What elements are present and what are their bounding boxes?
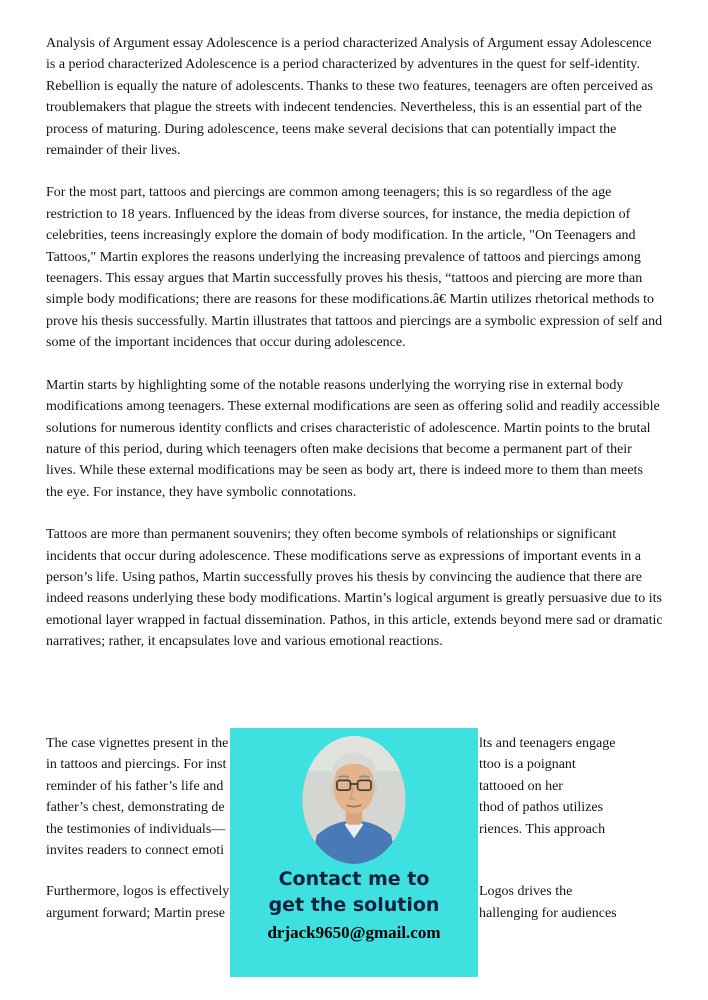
essay-line-fragment: invites readers to connect emoti [46,842,225,858]
contact-line-2: get the solution [268,894,440,916]
essay-line-fragment: thod of pathos utilizes [479,800,604,816]
essay-line-fragment: reminder of his father’s life and [46,778,224,794]
essay-line-fragment: riences. This approach [479,821,606,837]
essay-line-fragment: The case vignettes present in the [46,736,229,751]
essay-line-fragment: Furthermore, logos is effectively [46,884,230,900]
elderly-man-portrait [302,736,406,864]
essay-line-fragment: Logos drives the [479,884,573,900]
essay-line-fragment: in tattoos and piercings. For inst [46,757,227,773]
essay-paragraph: Martin starts by highlighting some of the notable reasons underlying the worrying rise in external body modifications among teenagers. These external modifications are seen as offering solid and readily accessible solutions for numerous identity conflicts and crises characteristic of adolescence. Martin points to the brutal nature of this period, during which teenagers often make decisions that become a permanent part of their lives. While these external modifications may be seen as body art, there is indeed more to them than meets the eye. For instance, they have symbolic connotations. [46,377,660,500]
essay-line-fragment: argument forward; Martin prese [46,905,225,921]
essay-line-fragment: lts and teenagers engage [479,736,616,751]
essay-paragraph: Analysis of Argument essay Adolescence is a period characterized Analysis of Argument essay Adolescence is a period characterized Adolescence is a period characterized by adventures in the quest for self-identity. Rebellion is equally the nature of adolescents. Thanks to these two features, teenagers are often perceived as troublemakers that plague the streets with indecent tendencies. Nevertheless, this is an essential part of the process of maturing. During adolescence, teens make several decisions that can potentially impact the remainder of their lives. [46,36,653,159]
essay-line-fragment: tattooed on her [479,778,563,794]
contact-line-1: Contact me to [278,868,430,890]
essay-body [46,33,663,674]
essay-paragraph: Tattoos are more than permanent souvenirs; they often become symbols of relationships or significant incidents that occur during adolescence. These modifications serve as expressions of important events in a person’s life. Using pathos, Martin successfully proves his thesis by convincing the audience that there are indeed reasons underlying these body modifications. Martin’s logical argument is greatly persuasive due to its emotional layer wrapped in factual dissemination. Pathos, in this article, extends beyond mere sad or dramatic narratives; rather, it encapsulates love and various emotional reactions. [46,527,663,650]
contact-ad-overlay [230,728,478,977]
essay-line-fragment: the testimonies of individuals— [46,821,226,837]
contact-email: drjack9650@gmail.com [267,923,441,942]
essay-line-fragment: hallenging for audiences [479,905,617,921]
contact-message [230,866,478,945]
essay-paragraph: For the most part, tattoos and piercings are common among teenagers; this is so regardless of the age restriction to 18 years. Influenced by the ideas from diverse sources, for instance, the media depiction of celebrities, teens increasingly explore the domain of body modification. In the article, "On Teenagers and Tattoos," Martin explores the reasons underlying the increasing prevalence of tattoos and piercings among teenagers. This essay argues that Martin successfully proves his thesis, “tattoos and piercing are more than simple body modifications; there are reasons for these modifications.â€ Martin utilizes rhetorical methods to prove his thesis successfully. Martin illustrates that tattoos and piercings are a symbolic expression of self and some of the important incidences that occur during adolescence. [46,185,663,351]
essay-line-fragment: ttoo is a poignant [479,757,576,773]
essay-line-fragment: father’s chest, demonstrating de [46,800,225,816]
